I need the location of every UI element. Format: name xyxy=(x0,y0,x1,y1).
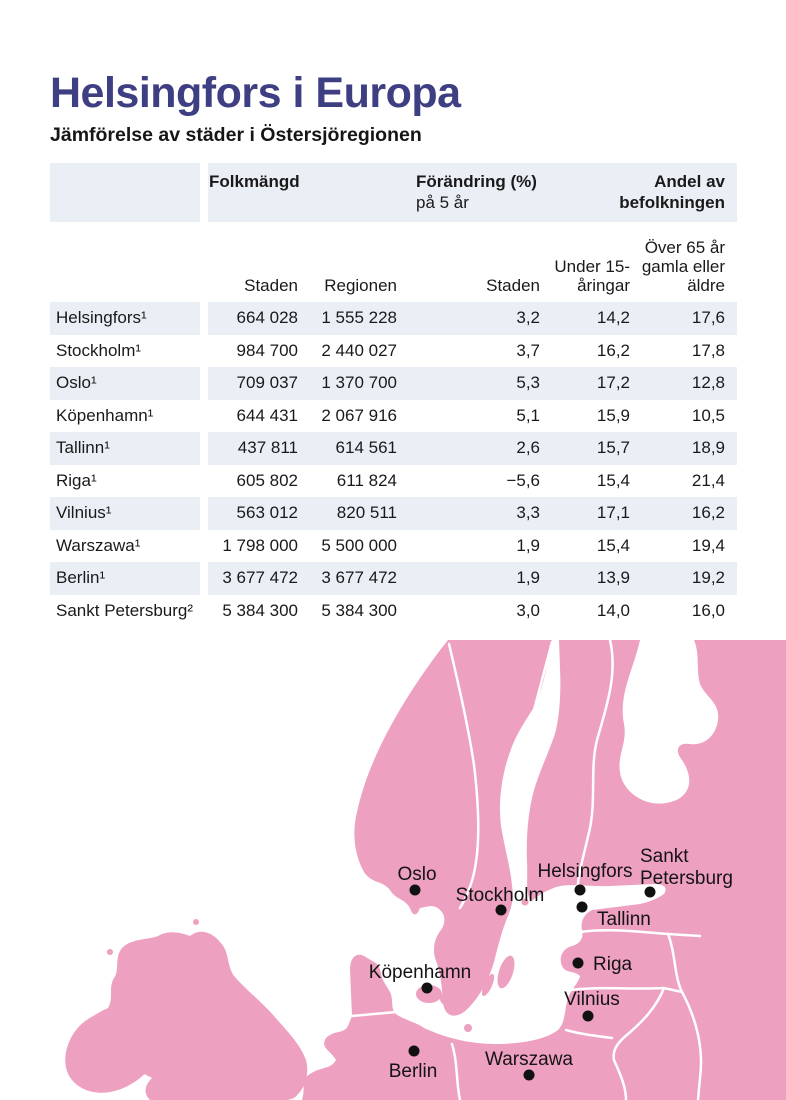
city-cell: Warszawa¹ xyxy=(56,535,141,555)
value-cell: 614 561 xyxy=(298,432,397,465)
city-dot-helsingfors xyxy=(575,885,586,896)
value-cell: 1,9 xyxy=(516,535,540,555)
city-label: Riga xyxy=(593,954,633,975)
value-cell: 18,9 xyxy=(630,432,737,465)
table-row xyxy=(50,497,737,530)
gutter xyxy=(200,367,208,400)
value-cell: 5,1 xyxy=(516,405,540,425)
value-cell: 611 824 xyxy=(336,470,397,490)
gutter xyxy=(200,530,208,563)
group-header-change-label: Förändring (%) xyxy=(416,172,537,191)
value-cell: 17,2 xyxy=(540,367,630,400)
value-cell: 10,5 xyxy=(691,405,725,425)
map-island-hebrides xyxy=(107,949,113,955)
value-cell: 19,2 xyxy=(630,562,737,595)
gutter xyxy=(200,335,208,368)
value-cell: 5,3 xyxy=(397,367,540,400)
group-header-population: Folkmängd xyxy=(209,172,300,191)
value-cell: 17,6 xyxy=(630,302,737,335)
column-header: Under 15-åringar xyxy=(554,257,630,295)
city-label: Warszawa xyxy=(485,1049,573,1070)
table-row xyxy=(50,595,737,628)
city-label: Berlin xyxy=(388,1061,438,1082)
value-cell: 644 431 xyxy=(236,405,298,425)
city-dot-vilnius xyxy=(583,1011,594,1022)
value-cell: 3,3 xyxy=(397,497,540,530)
gutter xyxy=(200,222,208,302)
page-subtitle: Jämförelse av städer i Östersjöregionen xyxy=(50,124,422,147)
value-cell: 15,4 xyxy=(596,535,630,555)
city-dot-tallinn xyxy=(577,902,588,913)
value-cell: 605 802 xyxy=(236,470,298,490)
city-cell: Berlin¹ xyxy=(50,562,200,595)
value-cell: 984 700 xyxy=(236,340,298,360)
value-cell: 3 677 472 xyxy=(298,562,397,595)
city-label: Sankt Petersburg xyxy=(640,846,733,889)
map-island-shetland xyxy=(193,919,199,925)
value-cell: 3,7 xyxy=(516,340,540,360)
value-cell: 19,4 xyxy=(691,535,725,555)
value-cell: 2 067 916 xyxy=(321,405,397,425)
city-label: Oslo xyxy=(397,864,437,885)
value-cell: 15,7 xyxy=(540,432,630,465)
value-cell: 16,2 xyxy=(630,497,737,530)
value-cell: 1 370 700 xyxy=(298,367,397,400)
gutter xyxy=(200,497,208,530)
comparison-table xyxy=(50,163,737,627)
group-header-name-spacer xyxy=(50,163,200,222)
value-cell: 17,1 xyxy=(540,497,630,530)
value-cell: 1,9 xyxy=(397,562,540,595)
table-row xyxy=(50,562,737,595)
value-cell: 1 798 000 xyxy=(222,535,298,555)
city-dot-stockholm xyxy=(496,905,507,916)
value-cell: 5 384 300 xyxy=(222,600,298,620)
city-dot-k-penhamn xyxy=(422,983,433,994)
column-header: Staden xyxy=(486,276,540,295)
value-cell: 13,9 xyxy=(540,562,630,595)
table-row xyxy=(50,302,737,335)
value-cell: 2 440 027 xyxy=(321,340,397,360)
page-title: Helsingfors i Europa xyxy=(50,68,461,117)
city-cell: Sankt Petersburg² xyxy=(56,600,194,620)
city-label: Vilnius xyxy=(564,989,620,1010)
value-cell: 5 384 300 xyxy=(321,600,397,620)
value-cell: 3 677 472 xyxy=(208,562,298,595)
value-cell: 664 028 xyxy=(208,302,298,335)
city-label: Helsingfors xyxy=(537,861,633,882)
value-cell: 21,4 xyxy=(691,470,725,490)
column-header: Staden xyxy=(244,276,298,295)
city-cell: Tallinn¹ xyxy=(50,432,200,465)
city-dot-riga xyxy=(573,958,584,969)
group-header-change xyxy=(416,171,537,213)
map-island-bornholm xyxy=(464,1024,472,1032)
value-cell: 17,8 xyxy=(691,340,725,360)
value-cell: 563 012 xyxy=(208,497,298,530)
group-header-block xyxy=(208,163,737,222)
value-cell: 709 037 xyxy=(208,367,298,400)
value-cell: 14,0 xyxy=(596,600,630,620)
city-cell: Riga¹ xyxy=(56,470,97,490)
table-row xyxy=(50,465,737,498)
gutter xyxy=(200,465,208,498)
value-cell: −5,6 xyxy=(506,470,540,490)
city-dot-berlin xyxy=(409,1046,420,1057)
city-dot-oslo xyxy=(410,885,421,896)
city-cell: Köpenhamn¹ xyxy=(56,405,154,425)
table-row xyxy=(50,400,737,433)
baltic-region-map xyxy=(0,640,786,1100)
city-cell: Vilnius¹ xyxy=(50,497,200,530)
city-cell: Helsingfors¹ xyxy=(50,302,200,335)
table-row xyxy=(50,367,737,400)
group-header-share: Andel av befolkningen xyxy=(619,172,725,212)
value-cell: 437 811 xyxy=(208,432,298,465)
gutter xyxy=(200,562,208,595)
city-dot-warszawa xyxy=(524,1070,535,1081)
city-label: Tallinn xyxy=(597,909,651,930)
table-group-header xyxy=(50,163,737,222)
value-cell: 1 555 228 xyxy=(298,302,397,335)
column-header: Regionen xyxy=(324,276,397,295)
gutter xyxy=(200,302,208,335)
gutter xyxy=(200,400,208,433)
map-island-funen xyxy=(440,992,458,1006)
city-label: Stockholm xyxy=(455,885,545,906)
value-cell: 3,2 xyxy=(397,302,540,335)
value-cell: 5 500 000 xyxy=(321,535,397,555)
city-cell: Stockholm¹ xyxy=(56,340,142,360)
gutter xyxy=(200,432,208,465)
value-cell: 15,4 xyxy=(596,470,630,490)
table-row xyxy=(50,530,737,563)
value-cell: 3,0 xyxy=(516,600,540,620)
map-svg xyxy=(0,640,786,1100)
table-row xyxy=(50,432,737,465)
value-cell: 16,0 xyxy=(691,600,725,620)
value-cell: 14,2 xyxy=(540,302,630,335)
gutter xyxy=(200,595,208,628)
table-body xyxy=(50,302,737,627)
value-cell: 16,2 xyxy=(596,340,630,360)
value-cell: 12,8 xyxy=(630,367,737,400)
value-cell: 15,9 xyxy=(596,405,630,425)
column-header-spacer xyxy=(50,295,200,302)
group-header-change-sublabel: på 5 år xyxy=(416,193,469,212)
city-cell: Oslo¹ xyxy=(50,367,200,400)
value-cell: 2,6 xyxy=(397,432,540,465)
city-label: Köpenhamn xyxy=(368,962,472,983)
value-cell: 820 511 xyxy=(298,497,397,530)
table-column-headers xyxy=(50,222,737,302)
column-header: Över 65 år gamla eller äldre xyxy=(641,238,725,295)
table-row xyxy=(50,335,737,368)
